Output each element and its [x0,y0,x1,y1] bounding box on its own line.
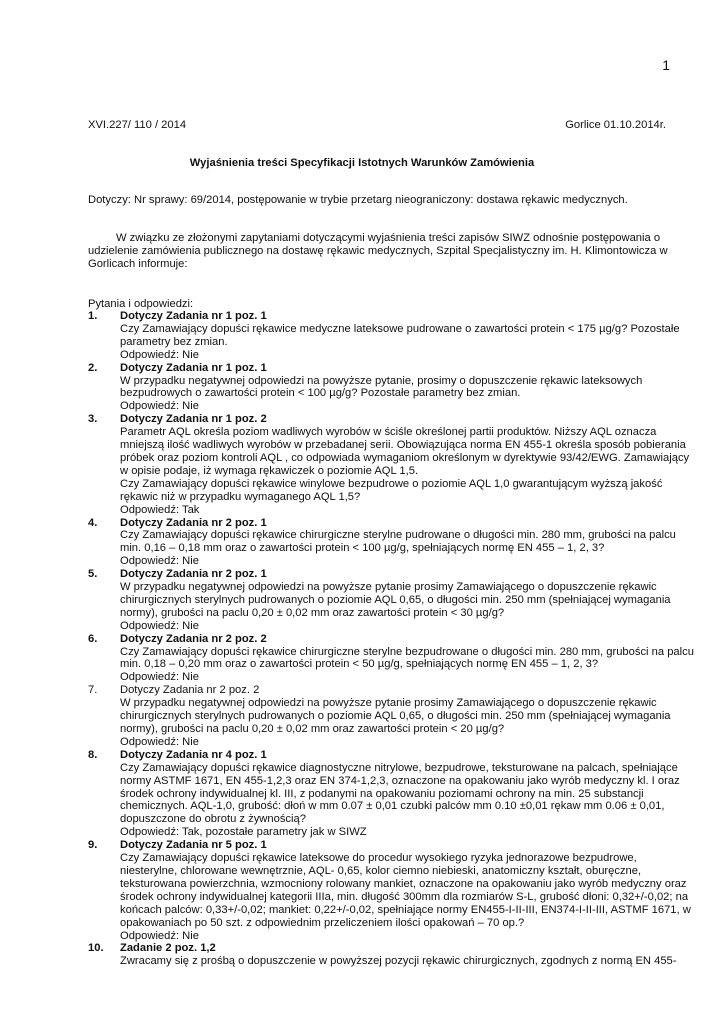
qa-list [88,310,694,968]
qa-item-number: 7. [88,684,98,697]
intro-line: Gorlicach informuje: [88,257,188,270]
qa-item-heading: Dotyczy Zadania nr 2 poz. 1 [120,568,267,581]
qa-item [88,839,691,942]
qa-item-text-line: Zwracamy się z prośbą o dopuszczenie w powyższej pozycji rękawic chirurgicznych, zgodnych z normą EN 455- [120,955,677,968]
qa-item-text-line: Czy Zamawiający dopuści rękawice medyczne lateksowe pudrowane o zawartości protein < 175 µg/g? Pozostałe [120,322,680,335]
qa-item [88,684,671,749]
qa-item-text-line: W przypadku negatywnej odpowiedzi na powyższe pytanie prosimy Zamawiającego o dopuszczenie rękawic [120,581,657,594]
qa-item-heading: Dotyczy Zadania nr 1 poz. 2 [120,413,267,426]
qa-item [88,942,677,968]
qa-item-text-line: niesterylne, chlorowane wewnętrznie, AQL- 0,65, kolor ciemno niebieski, anatomiczny kształt, oburęczne, [120,864,642,877]
qa-item-number: 4. [88,516,98,529]
qa-item-heading: Dotyczy Zadania nr 2 poz. 2 [120,684,260,697]
qa-item-text-line: Odpowiedź: Nie [120,348,199,361]
qa-item-number: 10. [88,942,104,955]
qa-item-text-line: W przypadku negatywnej odpowiedzi na powyższe pytanie, prosimy o dopuszczenie rękawic lateksowych [120,374,643,387]
subject-line: Dotyczy: Nr sprawy: 69/2014, postępowanie w trybie przetarg nieograniczony: dostawa rękawic medycznych. [88,194,628,206]
qa-item-text-line: końcach palców: 0,33+/-0,02; mankiet: 0,22+/-0,02, spełniające normy EN455-I-II-III, EN374-I-II-III, ASTMF 1671, w [120,903,691,916]
qa-item-text-line: próbek oraz poziom kontroli AQL , co odpowiada wymaganiom określonym w dyrektywie 93/42/EWG. Zamawiający [120,451,690,464]
qa-item [88,413,690,516]
qa-item-text-line: Odpowiedź: Tak [120,503,200,516]
qa-item-heading: Dotyczy Zadania nr 2 poz. 1 [120,516,267,529]
intro-paragraph [88,232,668,271]
qa-item [88,310,680,362]
qa-item-text-line: Odpowiedź: Nie [120,735,199,748]
qa-item-text-line: Czy Zamawiający dopuści rękawice chirurgiczne sterylne pudrowane o długości min. 280 mm, grubości na palcu [120,529,676,542]
qa-item-text-line: Odpowiedź: Nie [120,929,199,942]
qa-item [88,632,694,685]
page-number: 1 [662,57,670,73]
qa-item-heading: Dotyczy Zadania nr 5 poz. 1 [120,839,267,852]
qa-item-text-line: Parametr AQL określa poziom wadliwych wyrobów w ściśle określonej partii produktów. Niższy AQL oznacza [120,426,657,439]
qa-item-number: 5. [88,568,98,581]
qa-item-text-line: Odpowiedź: Nie [120,671,199,684]
qa-item [88,748,680,839]
qa-item-text-line: teksturowana powierzchnia, wzmocniony rolowany mankiet, oznaczone na opakowaniu jako wyrób medyczny oraz [120,877,687,890]
qa-item-text-line: normy), grubości na paclu 0,20 ± 0,02 mm oraz zawartości protein < 20 µg/g? [120,723,505,735]
qa-item-text-line: normy), grubości na paclu 0,20 ± 0,02 mm oraz zawartości protein < 30 µg/g? [120,606,505,619]
qa-item-number: 6. [88,632,98,645]
qa-item-text-line: Czy Zamawiający dopuści rękawice lateksowe do procedur wysokiego ryzyka jednorazowe bezpudrowe, [120,852,637,865]
qa-item-text-line: Czy Zamawiający dopuści rękawice diagnostyczne nitrylowe, bezpudrowe, teksturowane na palcach, spełniające [120,761,678,774]
qa-item-number: 1. [88,310,98,322]
place-date: Gorlice 01.10.2014r. [565,119,666,131]
qa-item-text-line: bezpudrowych o zawartości protein < 100 µg/g? Pozostałe parametry bez zmian. [120,387,521,400]
qa-item-text-line: Czy Zamawiający dopuści rękawice winylowe bezpudrowe o poziomie AQL 1,0 gwarantującym wyższą jakość [120,477,663,490]
intro-line: udzielenie zamówienia publicznego na dostawę rękawic medycznych, Szpital Specjalistyczny im. H. Klimontowicza w [88,244,668,257]
reference-number: XVI.227/ 110 / 2014 [88,119,187,131]
qa-item-text-line: mniejszą ilość wadliwych wyrobów w przebadanej serii. Obowiązująca norma EN 455-1 określa sposób pobierania [120,439,686,452]
qa-item-number: 8. [88,748,98,761]
qa-item-text-line: dopuszczone do obrotu z żywnością? [120,813,306,826]
qa-item-text-line: rękawic niż w przypadku wymaganego AQL 1,5? [120,490,361,503]
qa-item-text-line: Odpowiedź: Nie [120,400,199,413]
qa-item-heading: Zadanie 2 poz. 1,2 [120,942,216,955]
qa-item-text-line: w opisie podaje, iż wymaga rękawiczek o poziomie AQL 1,5. [120,464,419,477]
qa-item-text-line: Odpowiedź: Tak, pozostałe parametry jak w SIWZ [120,826,367,839]
qa-item-text-line: normy ASTMF 1671, EN 455-1,2,3 oraz EN 374-1,2,3, oznaczone na opakowaniu jako wyrób medyczny kl. I oraz [120,774,680,787]
reference-row [88,119,666,132]
qa-item-text-line: parametry bez zmian. [120,335,228,348]
qa-item-number: 2. [88,361,98,374]
qa-item-text-line: środek ochrony indywidualnej kl. III, z podanymi na opakowaniu poziomami ochrony na min. 25 substancji [120,787,644,800]
qa-item-text-line: środek ochrony indywidualnej kategorii IIIa, min. długość 300mm dla rozmiarów S-L, grubość dłoni: 0,32+/-0,02; na [120,890,689,903]
qa-item-heading: Dotyczy Zadania nr 4 poz. 1 [120,748,267,761]
qa-heading: Pytania i odpowiedzi: [88,298,194,310]
qa-item [88,568,671,633]
qa-item-text-line: min. 0,16 – 0,18 mm oraz o zawartości protein < 100 µg/g, spełniających normę EN 455 – 1, 2, 3? [120,542,605,555]
qa-item-text-line: W przypadku negatywnej odpowiedzi na powyższe pytanie prosimy Zamawiającego o dopuszczenie rękawic [120,697,657,710]
qa-item-heading: Dotyczy Zadania nr 1 poz. 1 [120,361,267,374]
qa-item-heading: Dotyczy Zadania nr 1 poz. 1 [120,310,267,322]
qa-item-number: 3. [88,413,98,426]
intro-line: W związku ze złożonymi zapytaniami dotyczącymi wyjaśnienia treści zapisów SIWZ odnośnie postępowania o [116,232,661,244]
qa-item-text-line: chemicznych. AQL-1,0, grubość: dłoń w mm 0.07 ± 0,01 czubki palców mm 0.10 ±0,01 rękaw mm 0.06 ± 0,01, [120,800,665,813]
qa-item-text-line: chirurgicznych sterylnych pudrowanych o poziomie AQL 0,65, o długości min. 250 mm (spełniającej wymagania [120,710,671,723]
qa-item-number: 9. [88,839,98,852]
document-title: Wyjaśnienia treści Specyfikacji Istotnych Warunków Zamówienia [189,157,535,169]
qa-item [88,362,664,414]
qa-item [88,516,676,569]
qa-item-text-line: min. 0,18 – 0,20 mm oraz o zawartości protein < 50 µg/g, spełniających normę EN 455 – 1, 2, 3? [120,658,599,671]
qa-item-text-line: chirurgicznych sterylnych pudrowanych o poziomie AQL 0,65, o długości min. 250 mm (spełniającej wymagania [120,593,671,606]
qa-item-text-line: opakowaniach po 50 szt. z odpowiednim przeliczeniem ilości opakowań – 70 op.? [120,916,525,929]
qa-item-text-line: Odpowiedź: Nie [120,555,199,568]
qa-item-text-line: Odpowiedź: Nie [120,619,199,632]
qa-item-heading: Dotyczy Zadania nr 2 poz. 2 [120,632,267,645]
qa-item-text-line: Czy Zamawiający dopuści rękawice chirurgiczne sterylne bezpudrowane o długości min. 280 mm, grubości na palcu [120,645,694,658]
